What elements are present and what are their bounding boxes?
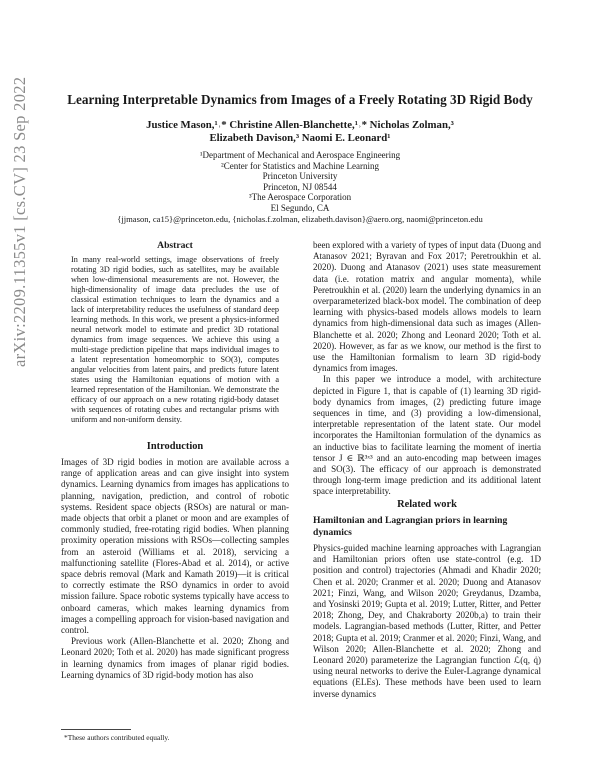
right-paragraph-1: been explored with a variety of types of input data (Duong and Atanasov 2021; Byravan and Fox 2017; Peretroukhin et al. 2020). Duong and Atanasov (2021) uses state measurement data (i.e. rotation matrix and angular momenta), while Peretroukhin et al. (2020) learn the underlying dynamics in an overparameterized black-box model. The combination of deep learning with physics-based models allows models to learn dynamics from high-dimensional data such as images (Allen-Blanchette et al. 2020; Zhong and Leonard 2020; Toth et al. 2020). However, as far as we know, our method is the first to use the Hamiltonian formalism to learn 3D rigid-body dynamics from images.	[313, 240, 541, 374]
affiliation-line: ²Center for Statistics and Machine Learning	[221, 160, 379, 171]
subsection-title: Hamiltonian and Lagrangian priors in learning dynamics	[313, 515, 508, 538]
related-work-body	[313, 515, 541, 700]
affiliations	[70, 150, 530, 224]
abstract-body: In many real-world settings, image observations of freely rotating 3D rigid bodies, such as satellites, may be available when low-dimensional measurements are not. However, the high-dimensionality of image data precludes the use of classical estimation techniques to learn the dynamics and a lack of interpretability reduces the usefulness of standard deep learning methods. In this work, we present a physics-informed neural network model to estimate and predict 3D rotational dynamics from image sequences. We achieve this using a multi-stage prediction pipeline that maps individual images to a latent representation homeomorphic to SO(3), computes angular velocities from latent pairs, and predicts future latent states using the Hamiltonian equations of motion with a learned representation of the Hamiltonian. We demonstrate the efficacy of our approach on a new rotating rigid-body dataset with sequences of rotating cubes and rectangular prisms with uniform and non-uniform density.	[71, 255, 279, 424]
intro-paragraph-2: Previous work (Allen-Blanchette et al. 2020; Zhong and Leonard 2020; Toth et al. 2020) has made significant progress in learning dynamics from images of planar rigid bodies. Learning dynamics of 3D rigid-body motion has also	[61, 636, 289, 680]
abstract-heading	[61, 240, 289, 251]
related-paragraph: Physics-guided machine learning approaches with Lagrangian and Hamiltonian priors often use state-control (e.g. 1D position and control) trajectories (Ahmadi and Khadir 2020; Chen et al. 2020; Cranmer et al. 2020; Duong and Atanasov 2021; Finzi, Wang, and Wilson 2020; Greydanus, Dzamba, and Yosinski 2019; Gupta et al. 2019; Lutter, Ritter, and Petter 2018; Zhong, Dey, and Chakraborty 2020b,a) to train their models. Lagrangian-based methods (Lutter, Ritter, and Petter 2018; Gupta et al. 2019; Cranmer et al. 2020; Finzi, Wang, and Wilson 2020; Allen-Blanchette et al. 2020; Zhong and Leonard 2020) parameterize the Lagrangian function ℒ(q, q̇) using neural networks to derive the Euler-Lagrange dynamical equations (ELEs). These methods have been used to learn inverse dynamics	[313, 543, 541, 699]
authors-line-2: Elizabeth Davison,³ Naomi E. Leonard¹	[209, 132, 391, 144]
related-work-heading	[313, 499, 541, 510]
affiliation-line: El Segundo, CA	[270, 202, 330, 213]
abstract-title: Abstract	[157, 240, 193, 251]
authors-line-1: Justice Mason,¹˒* Christine Allen-Blanchette,¹˒* Nicholas Zolman,³	[146, 119, 454, 131]
author-emails: {jjmason, ca15}@princeton.edu, {nicholas.f.zolman, elizabeth.davison}@aero.org, naomi@princeton.edu	[117, 213, 483, 224]
right-paragraph-2: In this paper we introduce a model, with architecture depicted in Figure 1, that is capable of (1) learning 3D rigid-body dynamics from images, (2) predicting future image sequences in time, and (3) providing a low-dimensional, interpretable representation of the latent state. Our model incorporates the Hamiltonian formulation of the dynamics as an inductive bias to facilitate learning the moment of inertia tensor J ∈ ℝ³ˣ³ and an auto-encoding map between images and SO(3). The efficacy of our approach is demonstrated through long-term image prediction and its additional latent space interpretability.	[313, 374, 541, 497]
author-list	[70, 119, 530, 145]
footnote: *These authors contributed equally.	[64, 733, 170, 742]
paper-title: Learning Interpretable Dynamics from Images of a Freely Rotating 3D Rigid Body	[67, 92, 533, 107]
introduction-body	[61, 457, 289, 681]
affiliation-line: ¹Department of Mechanical and Aerospace Engineering	[199, 150, 401, 160]
affiliation-line: Princeton, NJ 08544	[263, 181, 337, 192]
arxiv-identifier: arXiv:2209.11355v1 [cs.CV] 23 Sep 2022	[10, 76, 29, 367]
related-work-title: Related work	[397, 499, 457, 510]
footnote-rule	[61, 729, 131, 730]
intro-paragraph-1: Images of 3D rigid bodies in motion are available across a range of application areas and can give insight into system dynamics. Learning dynamics from images has applications to planning, navigation, prediction, and control of robotic systems. Resident space objects (RSOs) are natural or man-made objects that orbit a planet or moon and are examples of commonly studied, free-rotating rigid bodies. When planning proximity operation missions with RSOs—collecting samples from an asteroid (Williams et al. 2018), servicing a malfunctioning satellite (Flores-Abad et al. 2014), or active space debris removal (Mark and Kamath 2019)—it is critical to correctly estimate the RSO dynamics in order to avoid mission failure. Space robotic systems typically have access to onboard cameras, which makes learning dynamics from images a compelling approach for vision-based navigation and control.	[61, 457, 289, 636]
affiliation-line: Princeton University	[262, 171, 338, 182]
introduction-heading	[61, 441, 289, 452]
right-column-body	[313, 240, 541, 498]
affiliation-line: ³The Aerospace Corporation	[248, 192, 352, 203]
introduction-title: Introduction	[146, 441, 204, 452]
